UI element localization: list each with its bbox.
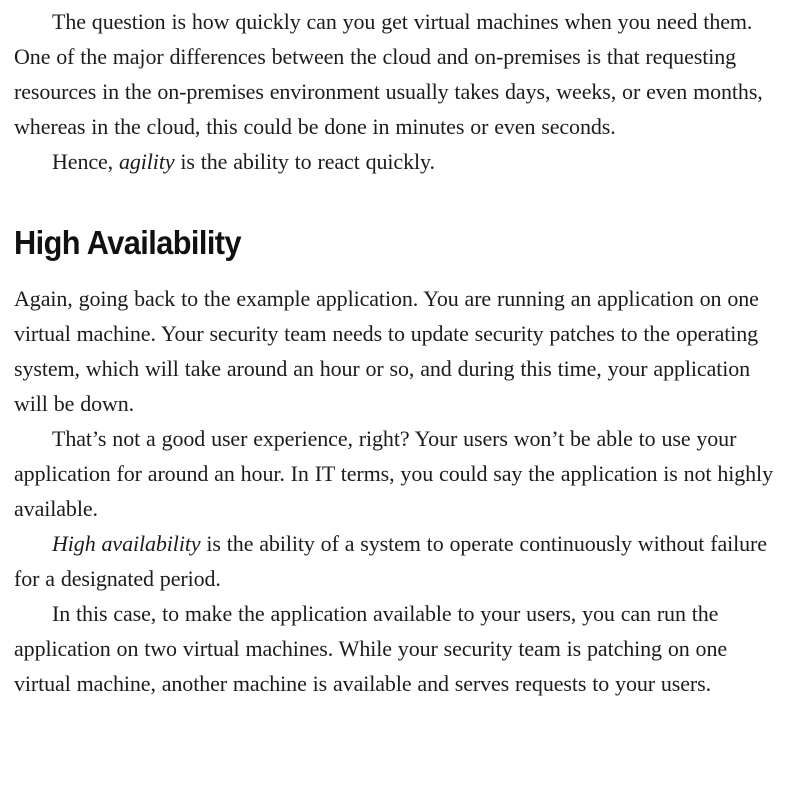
agility-prefix: Hence, <box>52 149 119 174</box>
paragraph-agility-definition <box>14 144 774 179</box>
agility-suffix: is the ability to react quickly. <box>174 149 435 174</box>
paragraph-example-application: Again, going back to the example application. You are running an application on one virtual machine. Your security team needs to update security patches to the operating system, which will take around an hour or so, and during this time, your application will be down. <box>14 286 759 416</box>
paragraph-vm-speed: The question is how quickly can you get virtual machines when you need them. One of the major differences between the cloud and on-premises is that requesting resources in the on-premises environment usually takes days, weeks, or even months, whereas in the cloud, this could be done in minutes or even seconds. <box>14 9 763 139</box>
high-availability-term: High availability <box>52 531 201 556</box>
section-heading-high-availability: High Availability <box>14 224 241 261</box>
paragraph-high-availability-definition <box>14 526 774 596</box>
paragraph-two-vms: In this case, to make the application available to your users, you can run the application on two virtual machines. While your security team is patching on one virtual machine, another machine is available and serves requests to your users. <box>14 601 728 696</box>
high-availability-suffix: is the ability of a system to operate continuously without failure for a designated period. <box>14 531 767 591</box>
paragraph-user-experience: That’s not a good user experience, right? Your users won’t be able to use your application for around an hour. In IT terms, you could say the application is not highly available. <box>14 426 773 521</box>
agility-term: agility <box>118 149 175 174</box>
